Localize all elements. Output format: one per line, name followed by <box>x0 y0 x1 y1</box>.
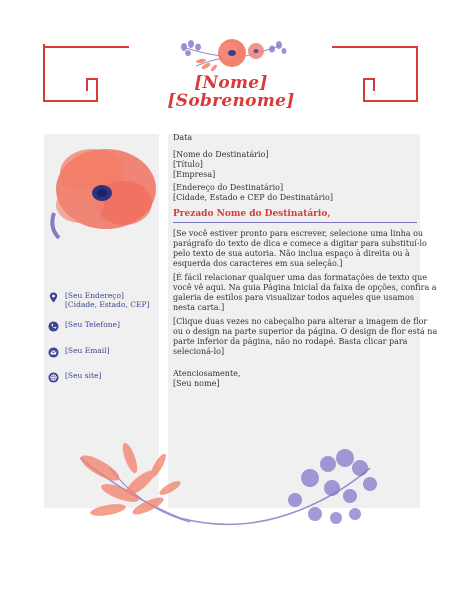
email-icon <box>48 347 59 358</box>
address-line: [Seu Endereço] <box>65 291 124 300</box>
header-first-name[interactable]: [Nome] <box>194 73 268 93</box>
salutation[interactable]: Prezado Nome do Destinatário, <box>173 209 331 219</box>
closing: Atenciosamente, <box>173 369 241 378</box>
contact-email[interactable] <box>48 346 110 358</box>
paragraph-line: selecioná-lo] <box>173 347 225 356</box>
paragraph-line: galeria de estilos para visualizar todos aqueles que usamos <box>173 293 414 302</box>
paragraph-line: [Clique duas vezes no cabeçalho para alterar a imagem de flor <box>173 317 428 326</box>
website-text: [Seu site] <box>65 371 102 380</box>
paragraph-line: [Se você estiver pronto para escrever, selecione uma linha ou <box>173 229 424 238</box>
date-field[interactable]: Data <box>173 133 193 142</box>
recipient-name: [Nome do Destinatário] <box>173 150 269 159</box>
salutation-rule <box>173 222 417 223</box>
phone-text: [Seu Telefone] <box>65 320 120 329</box>
paragraph-line: esquerda dos caracteres em sua seleção.] <box>173 259 343 268</box>
recipient-block[interactable] <box>173 150 419 180</box>
paragraph-line: parágrafo do texto de dica e comece a digitar para substituí-lo <box>173 239 427 248</box>
paragraph-1[interactable] <box>173 229 427 269</box>
recipient-address: [Endereço do Destinatário] <box>173 183 284 192</box>
phone-icon <box>48 321 59 332</box>
bottom-floral-decoration <box>70 438 390 548</box>
header-last-name[interactable]: [Sobrenome] <box>167 91 295 111</box>
signature: [Seu nome] <box>173 379 220 388</box>
paragraph-line: você vê aqui. Na guia Página Inicial da faixa de opções, confira a <box>173 283 437 292</box>
contact-address[interactable] <box>48 291 149 309</box>
paragraph-2[interactable] <box>173 273 437 313</box>
email-text: [Seu Email] <box>65 346 110 355</box>
recipient-city: [Cidade, Estado e CEP do Destinatário] <box>173 193 333 202</box>
contact-website[interactable] <box>48 371 101 383</box>
paragraph-line: nesta carta.] <box>173 303 225 312</box>
header-flower-icon <box>176 36 290 76</box>
paragraph-line: ou o design na parte superior da página. O design de flor está na <box>173 327 438 336</box>
paragraph-3[interactable] <box>173 317 438 357</box>
globe-icon <box>48 372 59 383</box>
city-line: [Cidade, Estado, CEP] <box>65 300 150 309</box>
closing-block[interactable] <box>173 369 419 389</box>
recipient-company: [Empresa] <box>173 170 216 179</box>
paragraph-line: pelo texto de sua autoria. Não inclua espaço à direita ou à <box>173 249 410 258</box>
paragraph-line: parte inferior da página, não no rodapé. Basta clicar para <box>173 337 408 346</box>
contact-phone[interactable] <box>48 320 120 332</box>
paragraph-line: [É fácil relacionar qualquer uma das formatações de texto que <box>173 273 428 282</box>
address-block[interactable] <box>173 183 419 203</box>
sidebar-flower-icon <box>44 143 159 243</box>
location-pin-icon <box>48 292 59 303</box>
recipient-title: [Título] <box>173 160 203 169</box>
